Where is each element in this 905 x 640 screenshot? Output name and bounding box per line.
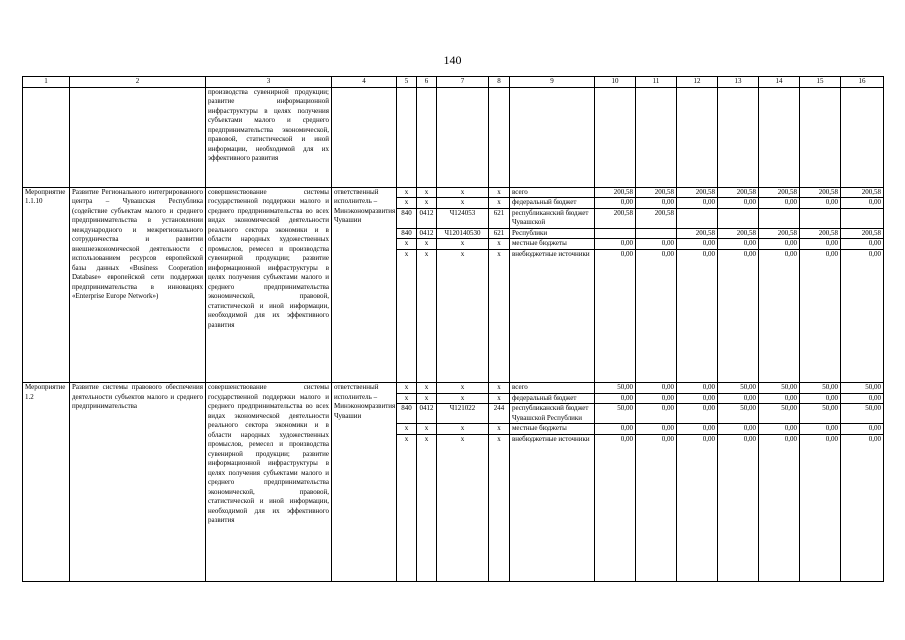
code-expense-type: x [489, 249, 510, 383]
amount-cell: 200,58 [636, 208, 677, 228]
activity-name: Развитие Регионального интегрированного центра – Чувашская Республика (содействие субъектам малого и среднего предпринимательства в установлении международного и межрегионального сотрудничества и развитии внешнеэкономической деятельности с использованием ресурсов европейской базы данных «Business Cooperation Database» европейской сети поддержки предпринимательства в инновациях «Enterprise Europe Network») [70, 187, 206, 383]
funding-source: республиканский бюджет Чувашской Республики [510, 404, 595, 424]
amount-cell: 0,00 [636, 383, 677, 394]
code-section: 0412 [417, 228, 437, 239]
amount-cell: 200,58 [800, 187, 841, 198]
amount-cell: 200,58 [636, 187, 677, 198]
column-header: 8 [489, 77, 510, 88]
amount-cell: 200,58 [595, 208, 636, 228]
code-target-article: x [437, 393, 489, 404]
code-grbs: 840 [397, 404, 417, 424]
amount-cell [841, 208, 884, 228]
column-header: 6 [417, 77, 437, 88]
amount-cell: 200,58 [595, 187, 636, 198]
code-section: x [417, 434, 437, 581]
funding-source: федеральный бюджет [510, 393, 595, 404]
amount-cell: 0,00 [759, 239, 800, 250]
amount-cell: 0,00 [718, 239, 759, 250]
amount-cell: 0,00 [800, 249, 841, 383]
activity-goal: совершенствование системы государственной поддержки малого и среднего предпринимательства во всех видах экономической деятельности реального сектора экономики и в области народных художественных промыслов, ремесел и производства сувенирной продукции; развитие информационной инфраструктуры в целях получения субъектами малого и среднего предпринимательства экономической, правовой, статистической и иной информации, необходимой для их эффективного развития [206, 187, 332, 383]
code-grbs: x [397, 383, 417, 394]
funding-source: местные бюджеты [510, 424, 595, 435]
code-expense-type: x [489, 424, 510, 435]
amount-cell: 0,00 [841, 434, 884, 581]
activity-id: Мероприятие 1.1.10 [23, 187, 70, 383]
amount-cell [595, 228, 636, 239]
column-header: 14 [759, 77, 800, 88]
code-section: x [417, 198, 437, 209]
amount-cell: 50,00 [841, 383, 884, 394]
column-header: 5 [397, 77, 417, 88]
column-header: 1 [23, 77, 70, 88]
amount-cell: 0,00 [718, 434, 759, 581]
column-header: 7 [437, 77, 489, 88]
amount-cell: 0,00 [718, 249, 759, 383]
amount-cell: 50,00 [800, 383, 841, 394]
column-header: 13 [718, 77, 759, 88]
amount-cell: 0,00 [800, 198, 841, 209]
column-header: 15 [800, 77, 841, 88]
code-target-article: x [437, 249, 489, 383]
activity-executor: ответственный исполнитель – Минэкономразвития Чувашии [332, 187, 397, 383]
empty-cell [437, 87, 489, 187]
empty-cell [397, 87, 417, 187]
funding-source: местные бюджеты [510, 239, 595, 250]
column-header: 9 [510, 77, 595, 88]
column-header: 10 [595, 77, 636, 88]
amount-cell: 0,00 [759, 434, 800, 581]
code-expense-type: 621 [489, 228, 510, 239]
amount-cell: 200,58 [841, 187, 884, 198]
amount-cell: 0,00 [759, 249, 800, 383]
amount-cell: 0,00 [759, 393, 800, 404]
amount-cell: 50,00 [595, 404, 636, 424]
amount-cell: 0,00 [636, 239, 677, 250]
amount-cell [800, 208, 841, 228]
code-target-article: x [437, 239, 489, 250]
code-section: 0412 [417, 404, 437, 424]
code-target-article: x [437, 434, 489, 581]
funding-source: Республики [510, 228, 595, 239]
code-grbs: 840 [397, 228, 417, 239]
amount-cell: 200,58 [677, 228, 718, 239]
empty-cell [677, 87, 718, 187]
amount-cell: 0,00 [595, 198, 636, 209]
amount-cell: 50,00 [759, 383, 800, 394]
code-target-article: Ч124053 [437, 208, 489, 228]
empty-cell [841, 87, 884, 187]
code-grbs: x [397, 198, 417, 209]
continuation-row [23, 87, 884, 187]
code-target-article: x [437, 424, 489, 435]
amount-cell: 0,00 [718, 424, 759, 435]
code-grbs: 840 [397, 208, 417, 228]
amount-cell: 0,00 [595, 249, 636, 383]
amount-cell: 0,00 [841, 393, 884, 404]
amount-cell: 200,58 [759, 187, 800, 198]
amount-cell: 0,00 [677, 383, 718, 394]
budget-row [23, 187, 884, 198]
code-target-article: x [437, 198, 489, 209]
code-target-article: Ч120140530 [437, 228, 489, 239]
activity-name: Развитие системы правового обеспечения деятельности субъектов малого и среднего предпринимательства [70, 383, 206, 582]
activity-executor: ответственный исполнитель – Минэкономразвития Чувашии [332, 383, 397, 582]
amount-cell: 200,58 [677, 187, 718, 198]
amount-cell: 0,00 [841, 239, 884, 250]
amount-cell [636, 228, 677, 239]
continuation-goal-text: производства сувенирной продукции; развитие информационной инфраструктуры в целях получения субъектами малого и среднего предпринимательства экономической, правовой, статистической и иной информации, необходимой для их эффективного развития [206, 87, 332, 187]
empty-cell [800, 87, 841, 187]
amount-cell: 200,58 [759, 228, 800, 239]
code-section: x [417, 239, 437, 250]
funding-source: внебюджетные источники [510, 434, 595, 581]
amount-cell: 0,00 [636, 434, 677, 581]
amount-cell: 0,00 [718, 393, 759, 404]
code-grbs: x [397, 393, 417, 404]
code-expense-type: x [489, 187, 510, 198]
activity-id: Мероприятие 1.2 [23, 383, 70, 582]
amount-cell: 0,00 [595, 239, 636, 250]
amount-cell: 0,00 [841, 198, 884, 209]
code-expense-type: x [489, 239, 510, 250]
code-expense-type: x [489, 383, 510, 394]
code-expense-type: 244 [489, 404, 510, 424]
funding-source: федеральный бюджет [510, 198, 595, 209]
funding-source: республиканский бюджет Чувашской [510, 208, 595, 228]
empty-cell [332, 87, 397, 187]
amount-cell: 0,00 [677, 249, 718, 383]
column-header-row [23, 77, 884, 88]
budget-row [23, 383, 884, 394]
amount-cell: 0,00 [595, 393, 636, 404]
code-section: x [417, 383, 437, 394]
code-grbs: x [397, 424, 417, 435]
empty-cell [70, 87, 206, 187]
empty-cell [489, 87, 510, 187]
amount-cell: 0,00 [636, 393, 677, 404]
amount-cell: 200,58 [718, 187, 759, 198]
amount-cell: 200,58 [718, 228, 759, 239]
code-section: 0412 [417, 208, 437, 228]
amount-cell: 0,00 [677, 198, 718, 209]
amount-cell: 0,00 [800, 239, 841, 250]
column-header: 16 [841, 77, 884, 88]
amount-cell: 0,00 [636, 404, 677, 424]
amount-cell: 0,00 [800, 434, 841, 581]
code-expense-type: 621 [489, 208, 510, 228]
column-header: 3 [206, 77, 332, 88]
amount-cell [759, 208, 800, 228]
code-grbs: x [397, 249, 417, 383]
empty-cell [595, 87, 636, 187]
amount-cell [718, 208, 759, 228]
code-expense-type: x [489, 434, 510, 581]
amount-cell: 50,00 [718, 383, 759, 394]
amount-cell: 200,58 [841, 228, 884, 239]
empty-cell [718, 87, 759, 187]
code-grbs: x [397, 239, 417, 250]
amount-cell: 0,00 [636, 424, 677, 435]
amount-cell: 50,00 [759, 404, 800, 424]
column-header: 2 [70, 77, 206, 88]
amount-cell: 0,00 [636, 249, 677, 383]
amount-cell: 200,58 [800, 228, 841, 239]
column-header: 12 [677, 77, 718, 88]
amount-cell: 0,00 [841, 249, 884, 383]
amount-cell: 50,00 [800, 404, 841, 424]
amount-cell: 50,00 [595, 383, 636, 394]
empty-cell [23, 87, 70, 187]
page-number: 140 [443, 53, 462, 67]
amount-cell: 0,00 [677, 404, 718, 424]
amount-cell: 0,00 [800, 393, 841, 404]
funding-source: всего [510, 383, 595, 394]
code-grbs: x [397, 434, 417, 581]
budget-table [22, 76, 884, 582]
code-target-article: x [437, 383, 489, 394]
code-section: x [417, 187, 437, 198]
amount-cell: 0,00 [595, 434, 636, 581]
amount-cell [677, 208, 718, 228]
amount-cell: 0,00 [595, 424, 636, 435]
code-target-article: Ч121022 [437, 404, 489, 424]
amount-cell: 0,00 [636, 198, 677, 209]
amount-cell: 0,00 [718, 198, 759, 209]
amount-cell: 0,00 [677, 393, 718, 404]
activity-goal: совершенствование системы государственной поддержки малого и среднего предпринимательства во всех видах экономической деятельности реального сектора экономики и в области народных художественных промыслов, ремесел и производства сувенирной продукции; развитие информационной инфраструктуры в целях получения субъектами малого и среднего предпринимательства экономической, правовой, статистической и иной информации, необходимой для их эффективного развития [206, 383, 332, 582]
code-expense-type: x [489, 393, 510, 404]
amount-cell: 50,00 [718, 404, 759, 424]
funding-source: внебюджетные источники [510, 249, 595, 383]
amount-cell: 0,00 [677, 239, 718, 250]
amount-cell: 0,00 [800, 424, 841, 435]
code-section: x [417, 424, 437, 435]
empty-cell [417, 87, 437, 187]
code-target-article: x [437, 187, 489, 198]
amount-cell: 0,00 [759, 424, 800, 435]
code-grbs: x [397, 187, 417, 198]
funding-source: всего [510, 187, 595, 198]
code-section: x [417, 249, 437, 383]
column-header: 4 [332, 77, 397, 88]
code-expense-type: x [489, 198, 510, 209]
amount-cell: 50,00 [841, 404, 884, 424]
empty-cell [636, 87, 677, 187]
amount-cell: 0,00 [677, 424, 718, 435]
amount-cell: 0,00 [677, 434, 718, 581]
column-header: 11 [636, 77, 677, 88]
amount-cell: 0,00 [759, 198, 800, 209]
code-section: x [417, 393, 437, 404]
empty-cell [759, 87, 800, 187]
amount-cell: 0,00 [841, 424, 884, 435]
empty-cell [510, 87, 595, 187]
